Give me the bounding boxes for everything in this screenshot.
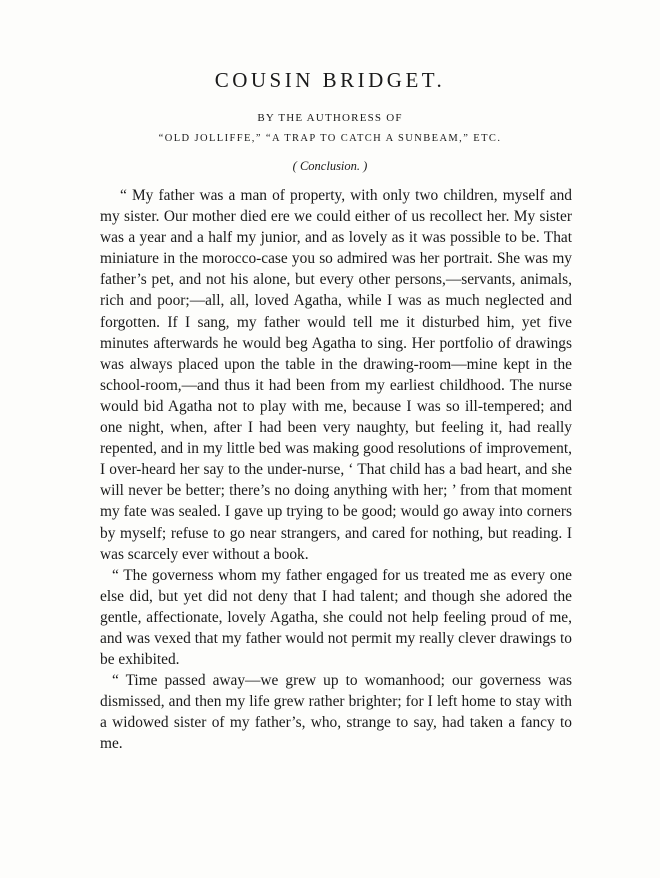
conclusion-note: ( Conclusion. ) — [292, 159, 368, 173]
paragraph-1: “ My father was a man of property, with only two children, myself and my sister. Our mother died ere we could either of us recollect her. My sister was a year and a half my junior, and as lovely as it was possible to be. That miniature in the morocco-case you so admired was her portrait. She was my father’s pet, and not his alone, but every other persons,—servants, animals, rich and poor;—all, all, loved Agatha, while I was as much neglected and forgotten. If I sang, my father would tell me it disturbed him, yet five minutes afterwards he would beg Agatha to sing. Her portfolio of drawings was always placed upon the table in the drawing-room—mine kept in the school-room,—and thus it had been from my earliest childhood. The nurse would bid Agatha not to play with me, because I was so ill-tempered; and one night, when, after I had been very naughty, but feeling it, had really repented, and in my little bed was making good resolutions of improvement, I over-heard her say to the under-nurse, ‘ That child has a bad heart, and she will never be better; there’s no doing anything with her; ’ from that moment my fate was sealed. I gave up trying to be good; would go away into corners by myself; refuse to go near strangers, and cared for nothing, but reading. I was scarcely ever without a book. — [100, 187, 572, 563]
story-title: COUSIN BRIDGET. — [214, 68, 446, 92]
story-body — [100, 185, 572, 755]
paragraph-3: “ Time passed away—we grew up to womanhood; our governess was dismissed, and then my life grew rather brighter; for I left home to stay with a widowed sister of my father’s, who, strange to say, had taken a fancy to me. — [100, 672, 572, 753]
author-byline: BY THE AUTHORESS OF — [257, 112, 403, 124]
author-works: “OLD JOLLIFFE,” “A TRAP TO CATCH A SUNBEAM,” ETC. — [158, 133, 502, 144]
paragraph-2: “ The governess whom my father engaged for us treated me as every one else did, but yet did not deny that I had talent; and though she adored the gentle, affectionate, lovely Agatha, she could not help feeling proud of me, and was vexed that my father would not permit my really clever drawings to be exhibited. — [100, 566, 572, 669]
